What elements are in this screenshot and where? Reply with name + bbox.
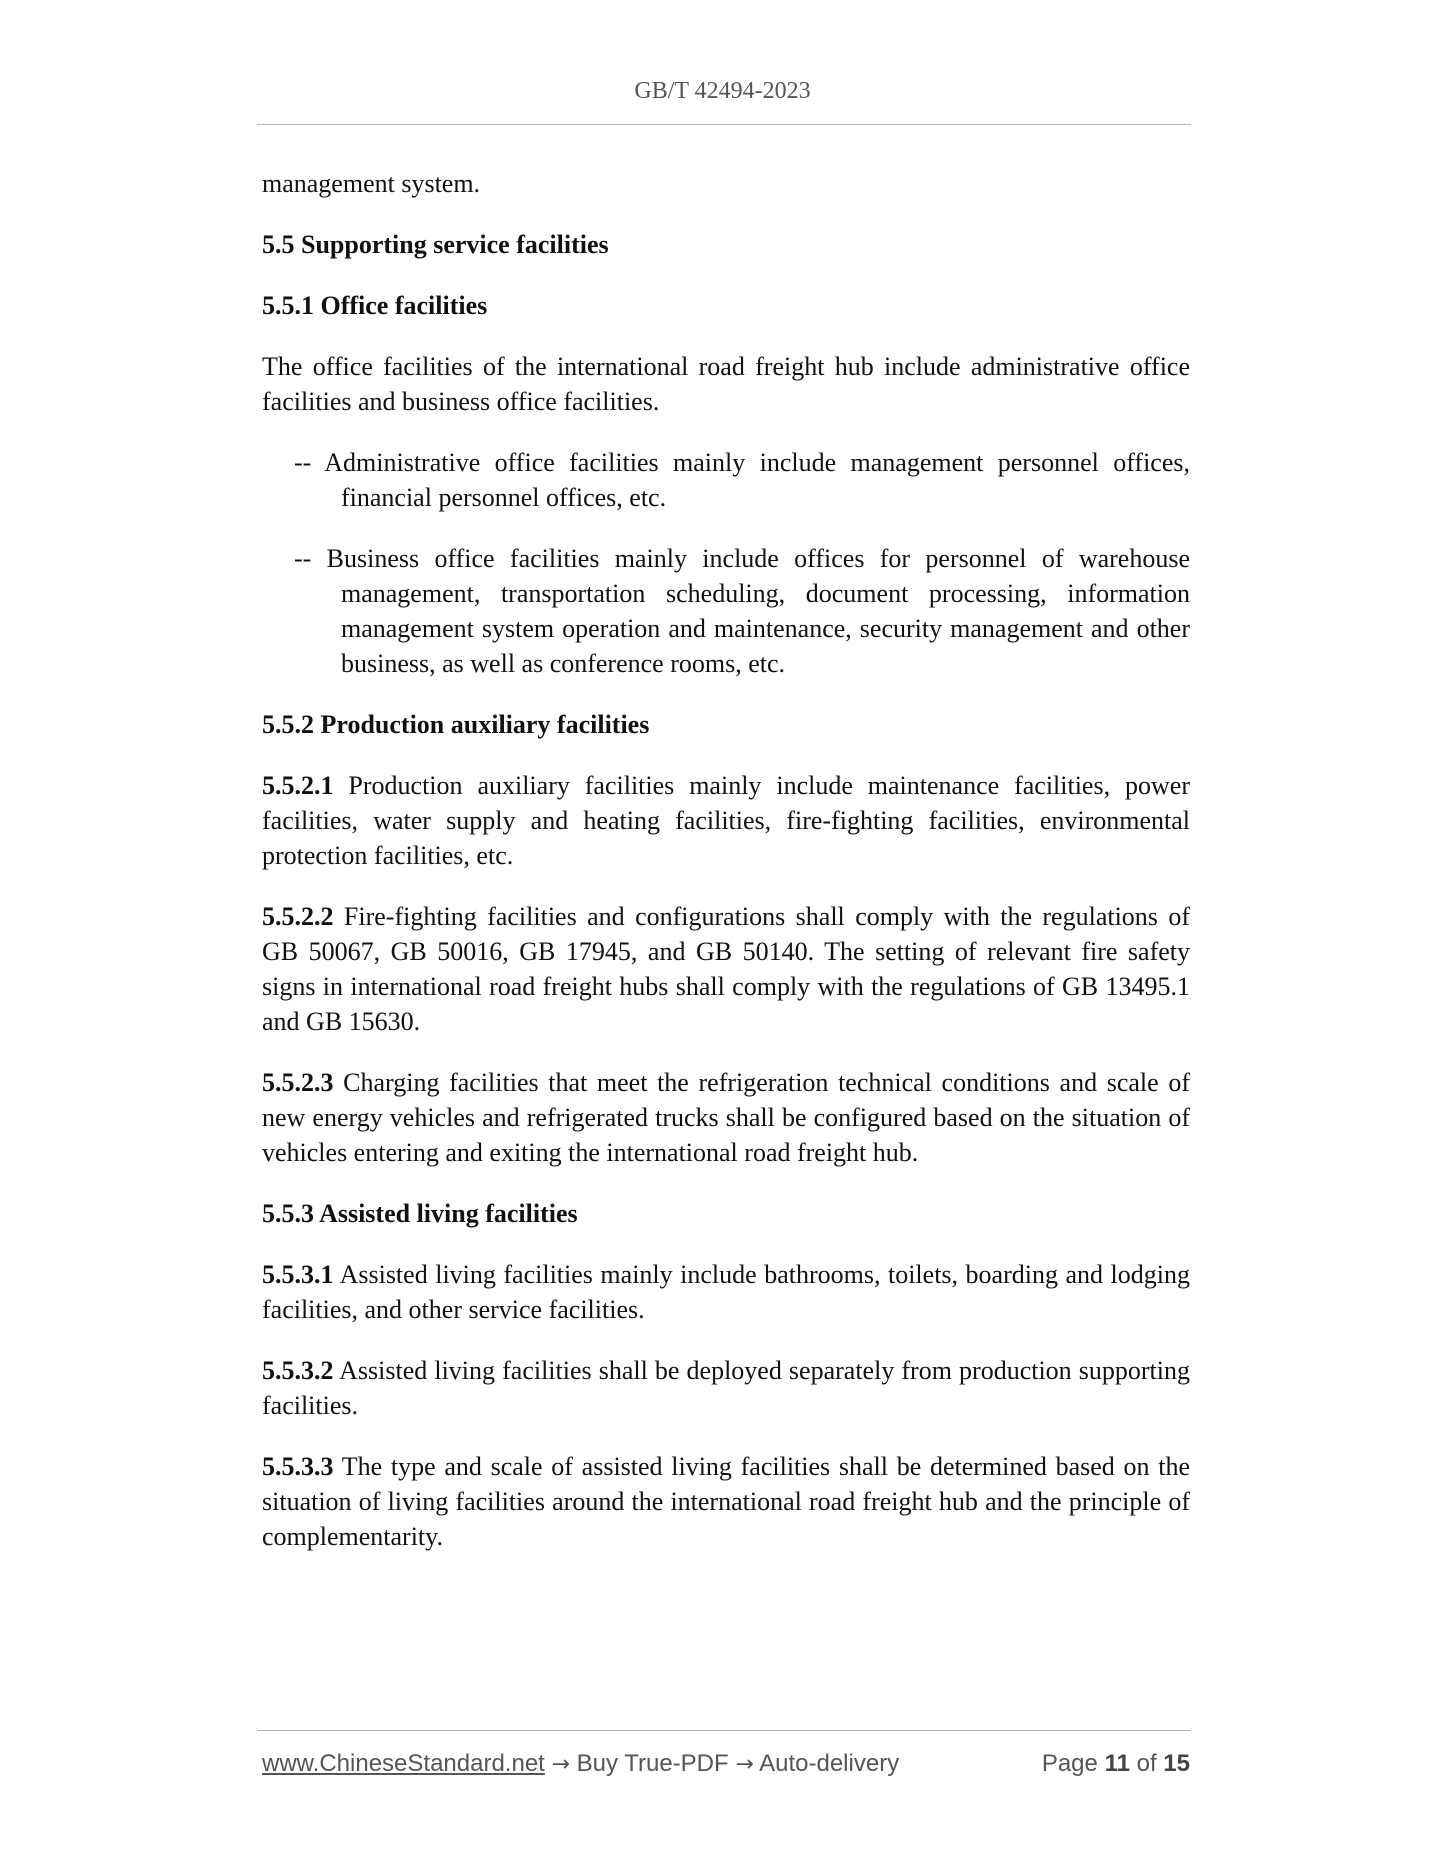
- paragraph-office-facilities: The office facilities of the international road freight hub include administrative office facilities and business office facilities.: [262, 352, 1190, 416]
- clause-number: 5.5.3.3: [262, 1452, 334, 1481]
- clause-5-5-3-1: [262, 1257, 1190, 1327]
- clause-text: Production auxiliary facilities mainly include maintenance facilities, power facilities, water supply and heating facilities, fire-fighting facilities, environmental protection facilities, etc.: [262, 771, 1190, 870]
- page-content: [262, 166, 1190, 1554]
- page-number: [1042, 1749, 1190, 1779]
- current-page: 11: [1104, 1750, 1130, 1777]
- section-heading-5-5-3: 5.5.3 Assisted living facilities: [262, 1199, 578, 1228]
- clause-text: The type and scale of assisted living facilities shall be determined based on the situation of living facilities around the international road freight hub and the principle of complementarity.: [262, 1452, 1190, 1551]
- list-item-administrative-offices: -- Administrative office facilities mainly include management personnel offices, financial personnel offices, etc.: [294, 448, 1190, 512]
- header-divider: [257, 124, 1191, 125]
- page-of-label: of: [1136, 1750, 1157, 1777]
- clause-text: Fire-fighting facilities and configurations shall comply with the regulations of GB 50067, GB 50016, GB 17945, and GB 50140. The setting of relevant fire safety signs in international road freight hubs shall comply with the regulations of GB 13495.1 and GB 15630.: [262, 902, 1190, 1036]
- clause-5-5-3-3: [262, 1449, 1190, 1554]
- clause-number: 5.5.3.2: [262, 1356, 334, 1385]
- right-arrow-icon: →: [551, 1752, 570, 1777]
- section-heading-5-5-1: 5.5.1 Office facilities: [262, 291, 488, 320]
- clause-number: 5.5.2.1: [262, 771, 334, 800]
- clause-text: Assisted living facilities mainly include bathrooms, toilets, boarding and lodging facilities, and other service facilities.: [262, 1260, 1190, 1324]
- clause-text: Assisted living facilities shall be deployed separately from production supporting facilities.: [262, 1356, 1190, 1420]
- clause-number: 5.5.2.3: [262, 1068, 334, 1097]
- section-heading-5-5: 5.5 Supporting service facilities: [262, 230, 609, 259]
- clause-5-5-2-1: [262, 768, 1190, 873]
- buy-true-pdf-text: Buy True-PDF: [576, 1750, 729, 1777]
- total-pages: 15: [1163, 1750, 1190, 1777]
- footer-divider: [257, 1730, 1191, 1731]
- clause-number: 5.5.3.1: [262, 1260, 334, 1289]
- standard-code-header: GB/T 42494-2023: [634, 78, 811, 104]
- page-label: Page: [1041, 1750, 1098, 1777]
- list-item-business-offices: -- Business office facilities mainly include offices for personnel of warehouse management, transportation scheduling, document processing, information management system operation and maintenance, security management and other business, as well as conference rooms, etc.: [294, 544, 1190, 678]
- section-heading-5-5-2: 5.5.2 Production auxiliary facilities: [262, 710, 650, 739]
- continuation-text: management system.: [262, 169, 481, 198]
- clause-5-5-2-2: [262, 899, 1190, 1039]
- clause-5-5-3-2: [262, 1353, 1190, 1423]
- right-arrow-icon: →: [735, 1752, 754, 1777]
- footer-promo: [262, 1749, 899, 1780]
- clause-text: Charging facilities that meet the refrigeration technical conditions and scale of new energy vehicles and refrigerated trucks shall be configured based on the situation of vehicles entering and exiting the international road freight hub.: [262, 1068, 1190, 1167]
- chinesestandard-link[interactable]: www.ChineseStandard.net: [262, 1750, 545, 1777]
- auto-delivery-text: Auto-delivery: [759, 1750, 900, 1777]
- clause-5-5-2-3: [262, 1065, 1190, 1170]
- clause-number: 5.5.2.2: [262, 902, 334, 931]
